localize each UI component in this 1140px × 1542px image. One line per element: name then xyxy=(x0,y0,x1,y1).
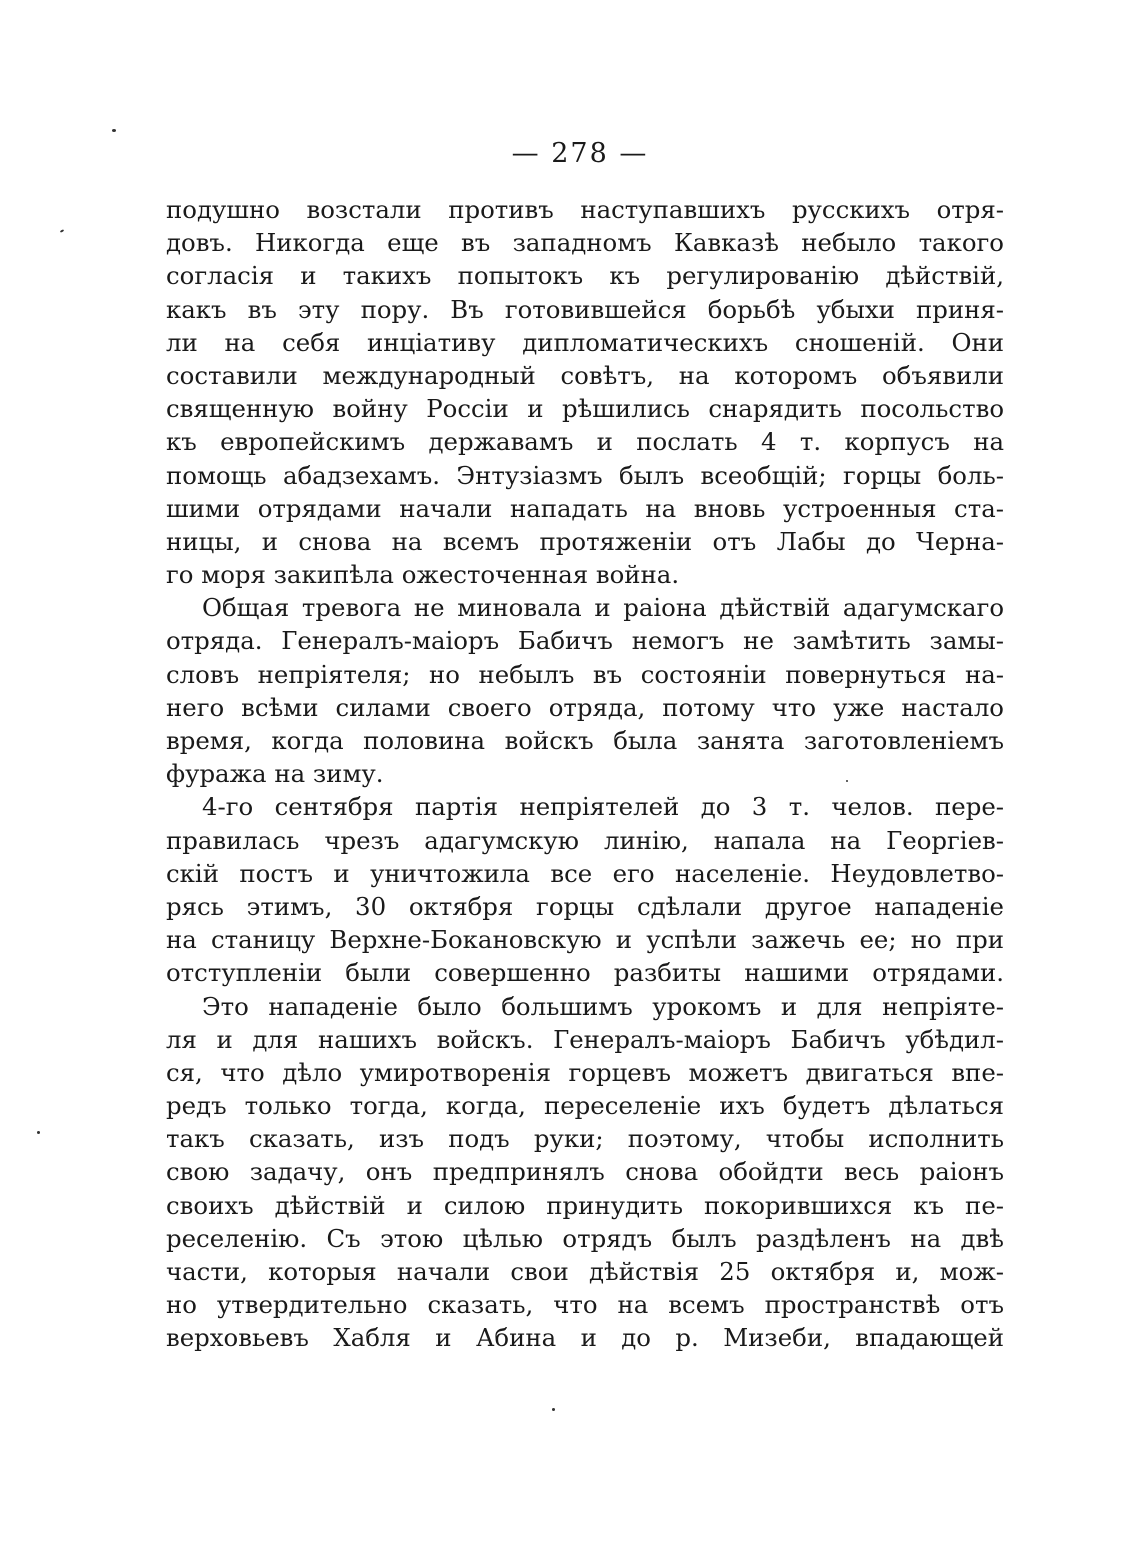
text-line: Это нападеніе было большимъ урокомъ и для непріяте- xyxy=(202,991,1004,1021)
text-line: время, когда половина войскъ была занята заготовленіемъ xyxy=(166,726,1004,755)
text-line: редъ только тогда, когда, переселеніе ихъ будетъ дѣлаться xyxy=(166,1091,1004,1121)
text-line: реселенію. Съ этою цѣлью отрядъ былъ раздѣленъ на двѣ xyxy=(166,1223,1004,1253)
scan-speck xyxy=(846,780,848,782)
text-line: 4-го сентября партія непріятелей до 3 т. челов. пере- xyxy=(202,792,1004,822)
text-line: рясь этимъ, 30 октября горцы сдѣлали другое нападеніе xyxy=(166,891,1004,921)
text-line: свою задачу, онъ предпринялъ снова обойдти весь раіонъ xyxy=(166,1157,1004,1187)
text-line: него всѣми силами своего отряда, потому что уже настало xyxy=(166,692,1004,722)
text-line: согласія и такихъ попытокъ къ регулированію дѣйствій, xyxy=(166,261,1004,291)
text-line: помощь абадзехамъ. Энтузіазмъ былъ всеобщій; горцы боль- xyxy=(166,460,1004,490)
text-line: какъ въ эту пору. Въ готовившейся борьбѣ убыхи приня- xyxy=(166,294,1004,324)
text-line: го моря закипѣла ожесточенная война. xyxy=(166,560,680,590)
text-line: словъ непріятеля; но небылъ въ состояніи повернуться на- xyxy=(166,659,1004,689)
text-line: шими отрядами начали нападать на вновь устроенныя ста- xyxy=(166,493,1004,523)
body-text xyxy=(166,193,1004,1355)
text-line: ли на себя инціативу дипломатическихъ сношеній. Они xyxy=(166,327,1004,357)
text-line: довъ. Никогда еще въ западномъ Кавказѣ небыло такого xyxy=(166,228,1004,258)
scan-speck xyxy=(60,229,64,233)
scan-speck xyxy=(37,1131,40,1134)
text-line: къ европейскимъ державамъ и послать 4 т. корпусъ на xyxy=(166,427,1004,457)
text-line: на станицу Верхне-Бокановскую и успѣли зажечь ее; но при xyxy=(166,925,1004,955)
text-line: такъ сказать, изъ подъ руки; поэтому, чтобы исполнить xyxy=(166,1124,1004,1154)
text-line: ля и для нашихъ войскъ. Генералъ-маіоръ Бабичъ убѣдил- xyxy=(166,1024,1004,1054)
paragraph-3 xyxy=(166,790,1004,989)
text-line: отряда. Генералъ-маіоръ Бабичъ немогъ не замѣтить замы- xyxy=(166,626,1004,656)
text-line: священную войну Россіи и рѣшились снарядить посольство xyxy=(166,394,1004,424)
text-line: подушно возстали противъ наступавшихъ русскихъ отря- xyxy=(166,195,1004,224)
text-line: отступленіи были совершенно разбиты нашими отрядами. xyxy=(166,958,1004,988)
text-line: ницы, и снова на всемъ протяженіи отъ Лабы до Черна- xyxy=(166,526,1004,556)
text-line: составили международный совѣтъ, на которомъ объявили xyxy=(166,360,1004,390)
paragraph-2 xyxy=(166,591,1004,790)
text-line: скій постъ и уничтожила все его населеніе. Неудовлетво- xyxy=(166,858,1004,888)
text-line: части, которыя начали свои дѣйствія 25 октября и, мож- xyxy=(166,1257,1004,1286)
scan-speck xyxy=(112,129,116,132)
paragraph-4 xyxy=(166,990,1004,1355)
text-line: Общая тревога не миновала и раіона дѣйствій адагумскаго xyxy=(202,593,1004,623)
text-line: фуража на зиму. xyxy=(166,759,384,789)
paragraph-1 xyxy=(166,193,1004,591)
text-line: ся, что дѣло умиротворенія горцевъ можетъ двигаться впе- xyxy=(166,1057,1004,1087)
text-line: правилась чрезъ адагумскую линію, напала на Георгіев- xyxy=(166,825,1004,855)
text-line: верховьевъ Хабля и Абина и до р. Мизеби, впадающей xyxy=(166,1323,1004,1353)
text-line: но утвердительно сказать, что на всемъ пространствѣ отъ xyxy=(166,1290,1004,1320)
scan-speck xyxy=(552,1408,555,1411)
text-line: своихъ дѣйствій и силою принудить покорившихся къ пе- xyxy=(166,1190,1004,1220)
page-number: — 278 — xyxy=(511,138,649,169)
